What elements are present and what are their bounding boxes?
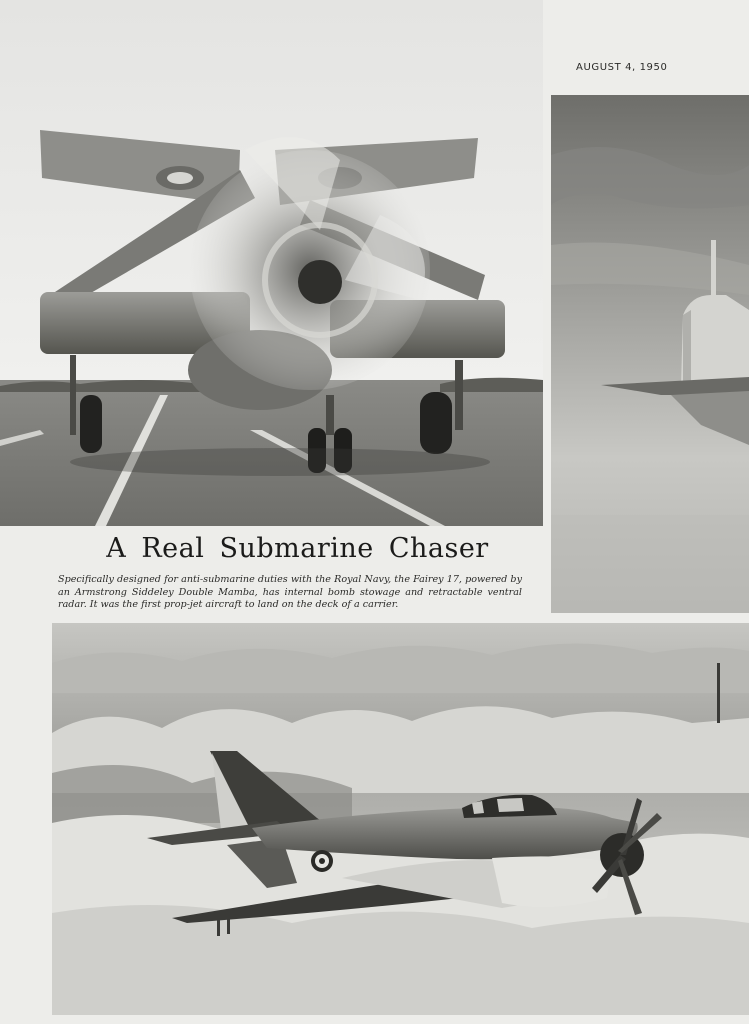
- headline: A Real Submarine Chaser: [106, 533, 489, 564]
- photo-tail-fin: [551, 95, 749, 613]
- dateline: AUGUST 4, 1950: [576, 62, 668, 73]
- caption: Specifically designed for anti-submarine duties with the Royal Navy, the Fairey 17, powered by an Armstrong Siddeley Double Mamba, has internal bomb stowage and retractable ventral radar. It was the first prop-jet aircraft to land on the deck of a carrier.: [58, 574, 522, 610]
- photo-aircraft-runway: [0, 0, 543, 526]
- photo-aircraft-in-flight: [52, 623, 749, 1015]
